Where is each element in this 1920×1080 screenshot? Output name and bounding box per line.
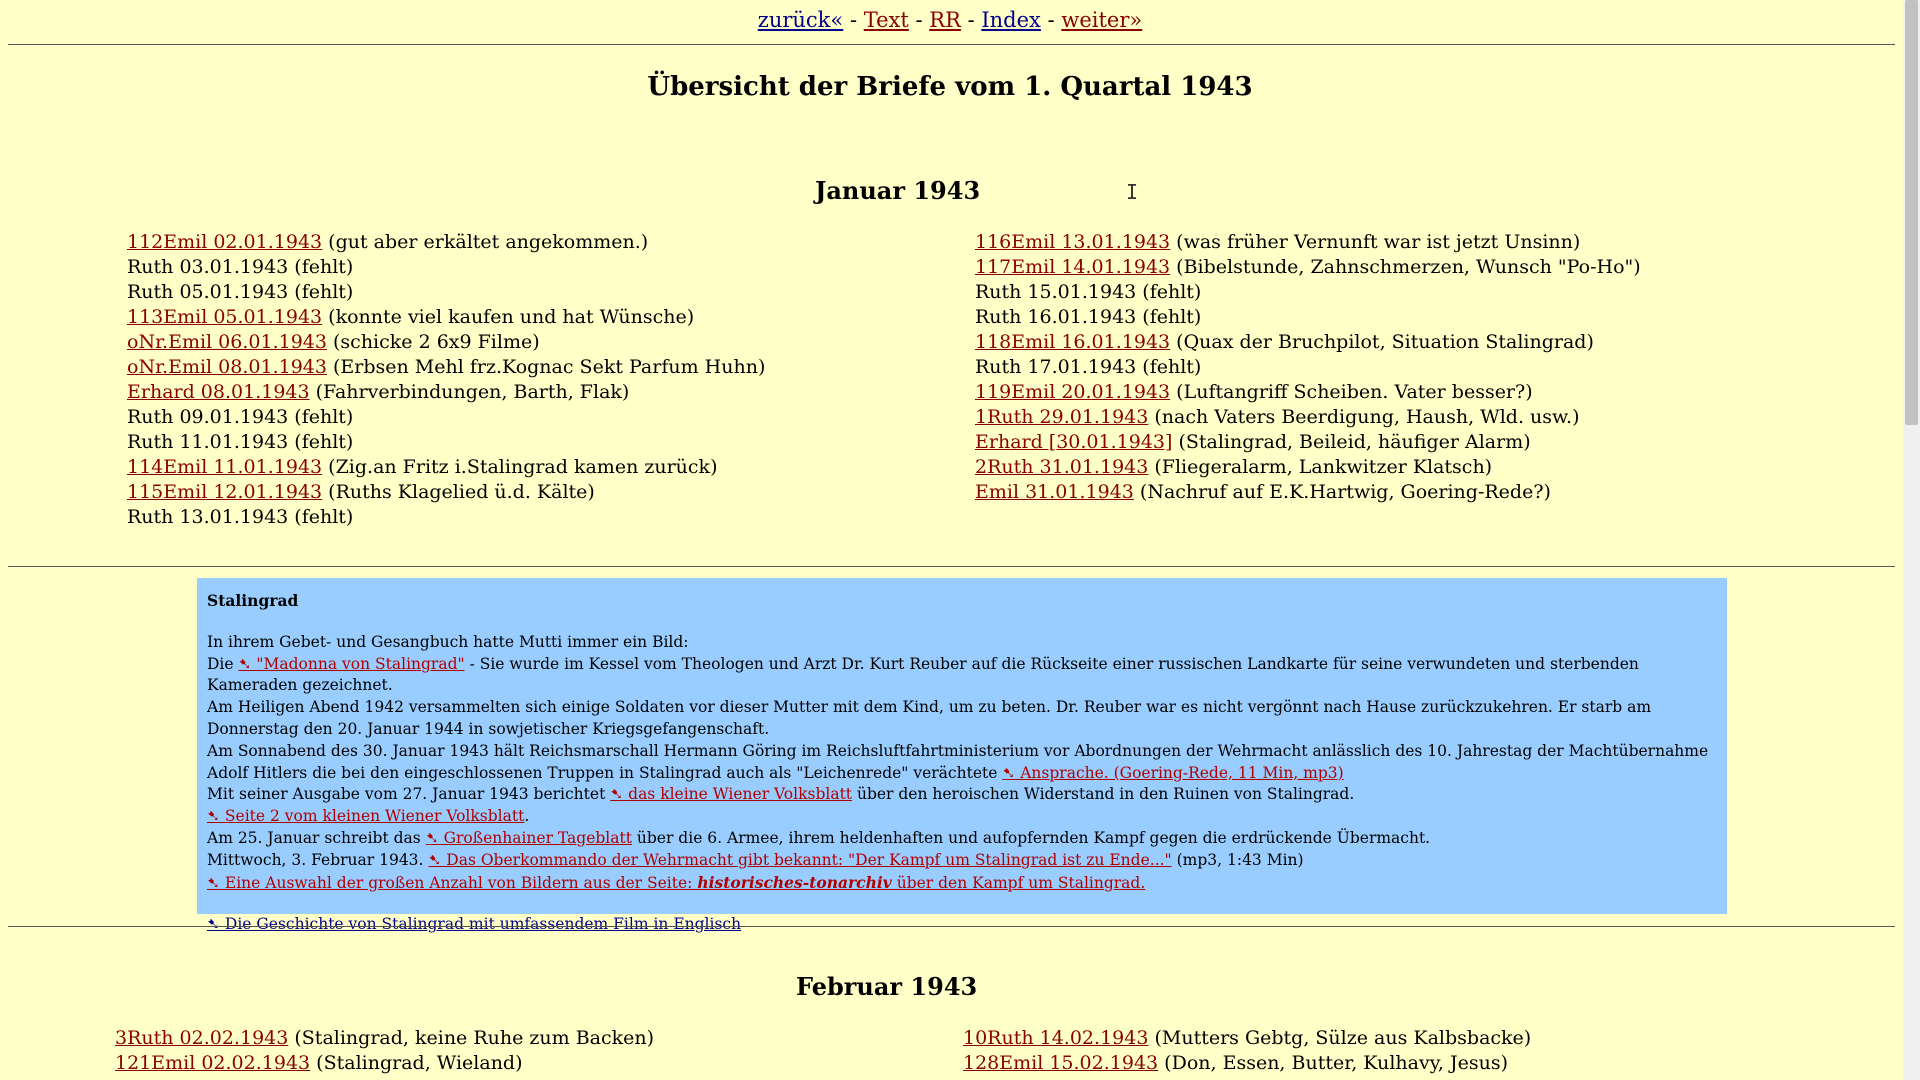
letter-entry [975, 305, 1641, 330]
stalingrad-title: Stalingrad [207, 591, 299, 610]
letter-description: (nach Vaters Beerdigung, Haush, Wld. usw.) [1148, 406, 1580, 428]
letter-entry [975, 330, 1641, 355]
letter-link[interactable]: 10Ruth 14.02.1943 [963, 1027, 1149, 1049]
letter-entry [975, 280, 1641, 305]
letter-link[interactable]: 113Emil 05.01.1943 [127, 306, 323, 328]
letter-link[interactable]: Erhard 08.01.1943 [127, 381, 310, 403]
nav-separator: - [908, 8, 930, 32]
nav-rr-link[interactable]: RR [929, 8, 961, 32]
top-navigation [0, 8, 1900, 32]
divider [8, 44, 1895, 45]
letter-description: Ruth 13.01.1943 (fehlt) [127, 506, 354, 528]
text-cursor-icon: I [1126, 180, 1139, 204]
letter-description: Ruth 11.01.1943 (fehlt) [127, 431, 354, 453]
letter-description: Ruth 09.01.1943 (fehlt) [127, 406, 354, 428]
divider [8, 926, 1895, 927]
vertical-scrollbar[interactable] [1903, 0, 1920, 1080]
tageblatt-link[interactable]: ➷ Großenhainer Tageblatt [425, 828, 632, 847]
letter-description: (Mutters Gebtg, Sülze aus Kalbsbacke) [1148, 1027, 1532, 1049]
letter-link[interactable]: 114Emil 11.01.1943 [127, 456, 323, 478]
letter-description: (Luftangriff Scheiben. Vater besser?) [1170, 381, 1533, 403]
letter-entry [975, 255, 1641, 280]
wiener-volksblatt-link[interactable]: ➷ das kleine Wiener Volksblatt [610, 785, 853, 804]
info-line: Am Sonnabend des 30. Januar 1943 hält Reichsmarschall Hermann Göring im Reichsluftfahrtministerium vor Abordnungen der Wehrmacht anlässlich des 10. Jahrestag der Machtübernahme Adolf Hitlers die bei den eingeschlossenen Truppen in Stalingrad auch als "Leichenrede" verächtete ➷ Ansprache. (Goering-Rede, 11 Min, mp3) [207, 741, 1709, 782]
letter-entry [975, 355, 1641, 380]
madonna-link[interactable]: ➷ "Madonna von Stalingrad" [238, 654, 465, 673]
january-letters-right [975, 230, 1641, 505]
letter-link[interactable]: 115Emil 12.01.1943 [127, 481, 323, 503]
letter-description: (Stalingrad, Beileid, häufiger Alarm) [1172, 431, 1531, 453]
nav-separator: - [843, 8, 864, 32]
okw-announcement-link[interactable]: ➷ Das Oberkommando der Wehrmacht gibt bekannt: "Der Kampf um Stalingrad ist zu Ende..." [428, 850, 1172, 869]
image-selection-link[interactable]: ➷ Eine Auswahl der großen Anzahl von Bildern aus der Seite: historisches-tonarchiv über den Kampf um Stalingrad. [207, 872, 1146, 892]
letter-link[interactable]: 119Emil 20.01.1943 [975, 381, 1171, 403]
letter-description: (Fliegeralarm, Lankwitzer Klatsch) [1148, 456, 1493, 478]
nav-separator: - [1040, 8, 1062, 32]
letter-link[interactable]: 1Ruth 29.01.1943 [975, 406, 1149, 428]
letter-description: (Erbsen Mehl frz.Kognac Sekt Parfum Huhn) [326, 356, 766, 378]
letter-entry [127, 480, 765, 505]
stalingrad-info-box [197, 578, 1727, 934]
letter-description: (schicke 2 6x9 Filme) [326, 331, 540, 353]
letter-description: (Quax der Bruchpilot, Situation Stalingrad) [1170, 331, 1594, 353]
letter-link[interactable]: 121Emil 02.02.1943 [115, 1052, 311, 1074]
info-line: Mit seiner Ausgabe vom 27. Januar 1943 berichtet ➷ das kleine Wiener Volksblatt über den heroischen Widerstand in den Ruinen von Stalingrad. [207, 785, 1355, 804]
letter-link[interactable]: 112Emil 02.01.1943 [127, 231, 323, 253]
page-title: Übersicht der Briefe vom 1. Quartal 1943 [647, 72, 1253, 102]
info-line: Die ➷ "Madonna von Stalingrad" - Sie wurde im Kessel vom Theologen und Arzt Dr. Kurt Reuber auf die Rückseite einer russischen Landkarte für seine verwundeten und sterbenden Kameraden gezeichnet. [207, 654, 1639, 695]
stalingrad-film-link[interactable]: ➷ Die Geschichte von Stalingrad mit umfassendem Film in Englisch [207, 915, 742, 934]
letter-entry [115, 1026, 654, 1051]
letter-link[interactable]: 128Emil 15.02.1943 [963, 1052, 1159, 1074]
letter-description: Ruth 16.01.1943 (fehlt) [975, 306, 1202, 328]
letter-entry [127, 305, 765, 330]
letter-entry [127, 455, 765, 480]
letter-link[interactable]: 2Ruth 31.01.1943 [975, 456, 1149, 478]
january-heading: Januar 1943 [815, 176, 981, 205]
letter-entry [127, 355, 765, 380]
february-heading: Februar 1943 [796, 972, 978, 1001]
letter-description: Ruth 03.01.1943 (fehlt) [127, 256, 354, 278]
letter-entry [115, 1051, 654, 1076]
letter-description: (Bibelstunde, Zahnschmerzen, Wunsch "Po-Ho") [1170, 256, 1641, 278]
letter-entry [975, 480, 1641, 505]
letter-description: (konnte viel kaufen und hat Wünsche) [322, 306, 695, 328]
letter-description: Ruth 05.01.1943 (fehlt) [127, 281, 354, 303]
info-line: In ihrem Gebet- und Gesangbuch hatte Mutti immer ein Bild: [207, 632, 689, 651]
letter-entry [975, 405, 1641, 430]
letter-entry [975, 380, 1641, 405]
nav-next-link[interactable]: weiter» [1061, 8, 1143, 32]
info-line: Am 25. Januar schreibt das ➷ Großenhainer Tageblatt über die 6. Armee, ihrem heldenhaften und aufopfernden Kampf gegen die erdrückende Übermacht. [207, 828, 1431, 847]
nav-back-link[interactable]: zurück« [757, 8, 844, 32]
january-letters-left [127, 230, 765, 530]
letter-entry [127, 330, 765, 355]
letter-link[interactable]: 3Ruth 02.02.1943 [115, 1027, 289, 1049]
letter-entry [127, 430, 765, 455]
letter-entry [127, 280, 765, 305]
nav-separator: - [960, 8, 982, 32]
letter-link[interactable]: oNr.Emil 06.01.1943 [127, 331, 327, 353]
divider [8, 566, 1895, 567]
letter-entry [127, 405, 765, 430]
letter-description: (Stalingrad, Wieland) [310, 1052, 523, 1074]
letter-entry [975, 230, 1641, 255]
letter-link[interactable]: 117Emil 14.01.1943 [975, 256, 1171, 278]
letter-description: (gut aber erkältet angekommen.) [322, 231, 649, 253]
letter-entry [963, 1026, 1531, 1051]
info-line: ➷ Seite 2 vom kleinen Wiener Volksblatt. [207, 807, 530, 826]
letter-description: (Zig.an Fritz i.Stalingrad kamen zurück) [322, 456, 718, 478]
nav-index-link[interactable]: Index [981, 8, 1041, 32]
info-line: Mittwoch, 3. Februar 1943. ➷ Das Oberkommando der Wehrmacht gibt bekannt: "Der Kampf um Stalingrad ist zu Ende..." (mp3, 1:43 Min) [207, 850, 1304, 869]
february-letters-left [115, 1026, 654, 1076]
letter-entry [127, 380, 765, 405]
letter-entry [127, 230, 765, 255]
letter-description: (Fahrverbindungen, Barth, Flak) [309, 381, 630, 403]
february-letters-right [963, 1026, 1531, 1076]
letter-entry [975, 430, 1641, 455]
letter-entry [975, 455, 1641, 480]
info-line: Am Heiligen Abend 1942 versammelten sich einige Soldaten vor dieser Mutter mit dem Kind, um zu beten. Dr. Reuber war es nicht vergönnt nach Hause zurückzukehren. Er starb am Donnerstag den 20. Januar 1944 in sowjetischer Kriegsgefangenschaft. [207, 698, 1652, 738]
letter-description: Ruth 17.01.1943 (fehlt) [975, 356, 1202, 378]
letter-entry [963, 1051, 1531, 1076]
letter-link[interactable]: 116Emil 13.01.1943 [975, 231, 1171, 253]
letter-link[interactable]: oNr.Emil 08.01.1943 [127, 356, 327, 378]
nav-text-link[interactable]: Text [863, 8, 909, 32]
volksblatt-page2-link[interactable]: ➷ Seite 2 vom kleinen Wiener Volksblatt [207, 807, 525, 826]
letter-link[interactable]: 118Emil 16.01.1943 [975, 331, 1171, 353]
letter-description: Ruth 15.01.1943 (fehlt) [975, 281, 1202, 303]
letter-description: (Don, Essen, Butter, Kulhavy, Jesus) [1158, 1052, 1508, 1074]
goering-speech-link[interactable]: ➷ Ansprache. (Goering-Rede, 11 Min, mp3) [1002, 763, 1344, 782]
letter-description: (Ruths Klagelied ü.d. Kälte) [322, 481, 595, 503]
letter-entry [127, 505, 765, 530]
scrollbar-thumb[interactable] [1905, 0, 1918, 425]
letter-description: (was früher Vernunft war ist jetzt Unsinn) [1170, 231, 1581, 253]
letter-description: (Nachruf auf E.K.Hartwig, Goering-Rede?) [1133, 481, 1551, 503]
letter-entry [127, 255, 765, 280]
letter-link[interactable]: Emil 31.01.1943 [975, 481, 1134, 503]
letter-description: (Stalingrad, keine Ruhe zum Backen) [288, 1027, 655, 1049]
info-line [207, 872, 1717, 895]
letter-link[interactable]: Erhard [30.01.1943] [975, 431, 1173, 453]
